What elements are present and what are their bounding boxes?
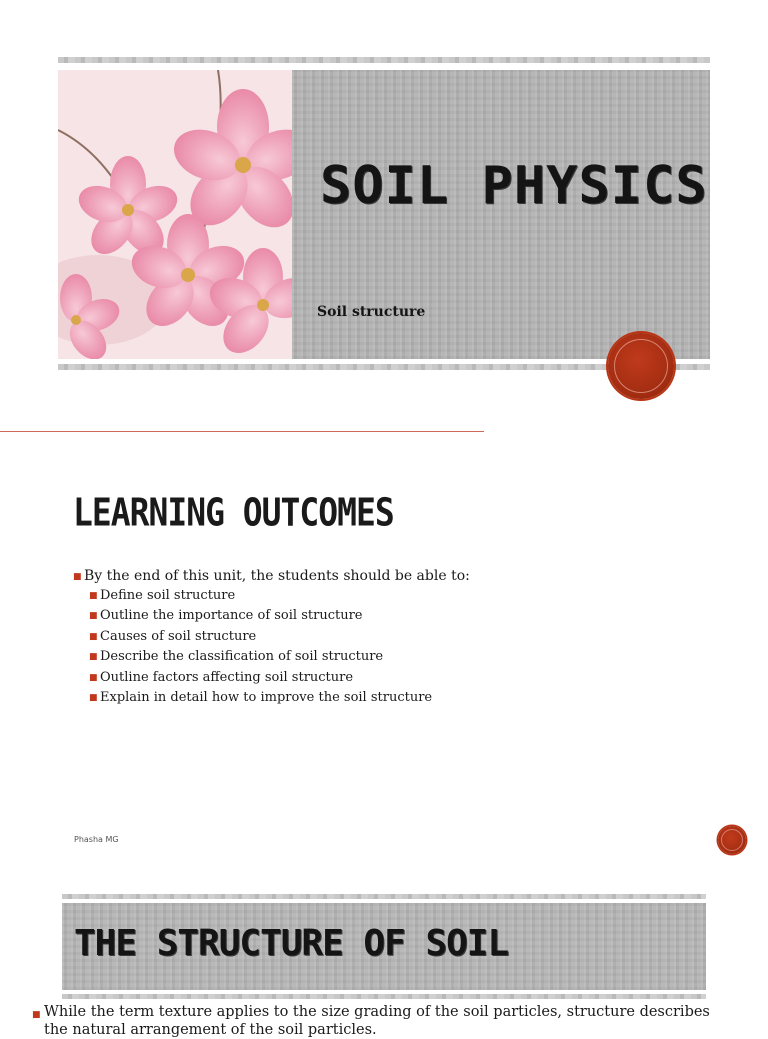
list-item: ■ Explain in detail how to improve the soil structure	[89, 689, 433, 705]
list-item: ■ Describe the classification of soil structure	[89, 649, 384, 665]
flower-illustration	[58, 70, 292, 359]
list-item: ■ Outline the importance of soil structure	[89, 608, 363, 624]
square-bullet-icon: ■	[89, 631, 98, 642]
section-heading: THE STRUCTURE OF SOIL	[74, 923, 509, 964]
section-banner	[62, 903, 706, 990]
learning-outcomes-list	[73, 568, 513, 710]
presentation-title: SOIL PHYSICS	[320, 156, 708, 216]
title-slide-top-rule	[58, 57, 710, 63]
decorative-circle-badge	[608, 333, 674, 399]
list-item: ■ Causes of soil structure	[89, 628, 257, 644]
list-item: ■ Define soil structure	[89, 588, 236, 603]
body-paragraph: ■ While the term texture applies to the size grading of the soil particles, structure describes the natural arrangement of the soil particles.	[32, 1004, 710, 1038]
title-slide-banner	[58, 70, 710, 359]
square-bullet-icon: ■	[32, 1010, 41, 1020]
section-bottom-rule	[62, 994, 706, 999]
square-bullet-icon: ■	[89, 692, 98, 703]
learning-outcomes-heading: LEARNING OUTCOMES	[73, 490, 394, 535]
slide-divider	[0, 431, 484, 432]
square-bullet-icon: ■	[89, 652, 98, 663]
author-footer: Phasha MG	[74, 835, 119, 844]
square-bullet-icon: ■	[73, 572, 82, 582]
cherry-blossom-photo	[58, 70, 292, 359]
section-top-rule	[62, 894, 706, 899]
square-bullet-icon: ■	[89, 591, 98, 601]
slide-number-badge	[718, 826, 746, 854]
square-bullet-icon: ■	[89, 611, 98, 622]
list-intro: ■ By the end of this unit, the students should be able to:	[73, 568, 470, 584]
square-bullet-icon: ■	[89, 672, 98, 683]
presentation-subtitle: Soil structure	[317, 304, 426, 320]
list-item: ■ Outline factors affecting soil structure	[89, 669, 354, 685]
